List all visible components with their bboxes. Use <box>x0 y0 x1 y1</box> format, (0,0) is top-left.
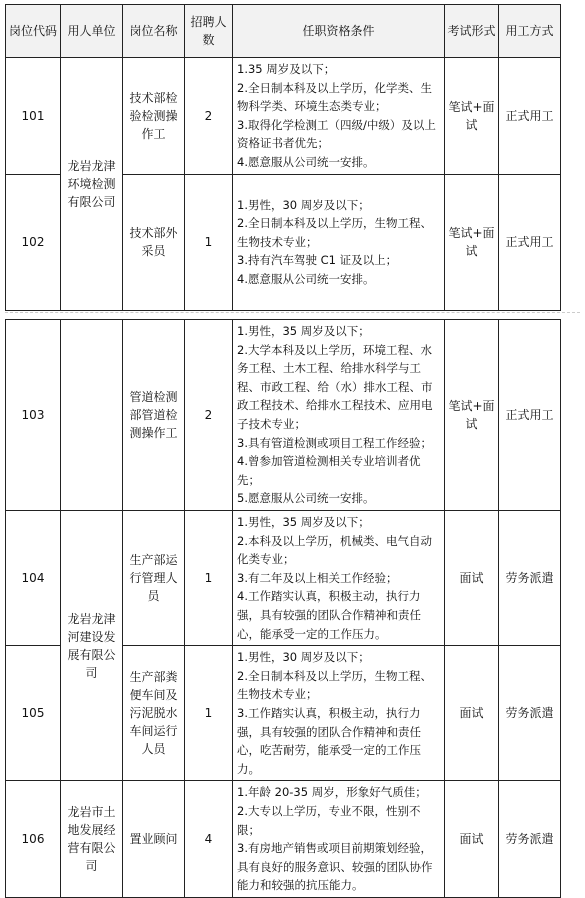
job-requirements <box>233 646 445 781</box>
jobs-table-section-2 <box>5 319 561 898</box>
requirement-item: 2.大专以上学历，专业不限，性别不限； <box>237 803 421 837</box>
requirement-item: 1.35 周岁及以下； <box>237 62 336 76</box>
job-count: 1 <box>185 511 233 646</box>
job-requirements <box>233 511 445 646</box>
requirement-item: 3.持有汽车驾驶 C1 证及以上； <box>237 253 398 268</box>
job-post: 置业顾问 <box>123 781 185 898</box>
job-post: 技术部外采员 <box>123 174 185 310</box>
header-count: 招聘人数 <box>185 5 233 58</box>
requirement-item: 2.全日制本科及以上学历，生物工程、生物技术专业； <box>237 216 432 249</box>
exam-form: 笔试+面试 <box>445 320 499 511</box>
exam-form: 笔试+面试 <box>445 174 499 310</box>
requirement-item: 1.男性，30 周岁及以下； <box>237 650 370 665</box>
requirement-item: 2.大学本科及以上学历，环境工程、水务工程、土木工程、给排水科学与工程、市政工程、给（水）排水工程、市政工程技术、给排水工程技术、应用电子技术专业； <box>237 342 433 431</box>
header-code: 岗位代码 <box>6 5 61 58</box>
employment-type: 正式用工 <box>499 320 561 511</box>
employer-unit-empty <box>61 320 123 511</box>
job-post: 技术部检验检测操作工 <box>123 58 185 175</box>
requirement-item: 3.取得化学检测工（四级/中级）及以上资格证书者优先； <box>237 117 436 151</box>
job-code: 102 <box>6 174 61 310</box>
header-requirements: 任职资格条件 <box>233 5 445 58</box>
requirement-item: 2.本科及以上学历，机械类、电气自动化类专业； <box>237 533 432 567</box>
requirement-item: 2.全日制本科及以上学历，生物工程、生物技术专业； <box>237 668 432 702</box>
requirement-item: 4.愿意服从公司统一安排。 <box>237 154 375 169</box>
requirement-item: 4.曾参加管道检测相关专业培训者优先； <box>237 454 421 487</box>
job-requirements <box>233 174 445 310</box>
exam-form: 笔试+面试 <box>445 58 499 175</box>
job-code: 101 <box>6 58 61 175</box>
job-code: 103 <box>6 320 61 511</box>
exam-form: 面试 <box>445 646 499 781</box>
header-table <box>5 4 561 58</box>
employment-type: 劳务派遣 <box>499 646 561 781</box>
requirement-item: 1.男性，35 周岁及以下； <box>237 515 370 529</box>
job-code: 104 <box>6 511 61 646</box>
job-count: 2 <box>185 58 233 175</box>
job-count: 4 <box>185 781 233 898</box>
job-requirements <box>233 58 445 175</box>
requirement-item: 4.愿意服从公司统一安排。 <box>237 271 375 286</box>
job-count: 1 <box>185 174 233 310</box>
employer-unit: 龙岩龙津河建设发展有限公司 <box>61 511 123 781</box>
employer-unit: 龙岩市土地发展经营有限公司 <box>61 781 123 898</box>
requirement-item: 2.全日制本科及以上学历，化学类、生物科学类、环境生态类专业； <box>237 80 432 114</box>
employer-unit: 龙岩龙津环境检测有限公司 <box>61 58 123 311</box>
job-post: 管道检测部管道检测操作工 <box>123 320 185 511</box>
jobs-table-section-1 <box>5 57 561 311</box>
header-exam: 考试形式 <box>445 5 499 58</box>
requirement-item: 3.有二年及以上相关工作经验； <box>237 570 398 585</box>
job-post: 生产部粪便车间及污泥脱水车间运行人员 <box>123 646 185 781</box>
requirement-item: 3.工作踏实认真，积极主动，执行力强，具有较强的团队合作精神和责任心，吃苦耐劳，能承受一定的工作压力。 <box>237 705 421 776</box>
requirement-item: 4.工作踏实认真，积极主动，执行力强，具有较强的团队合作精神和责任心，能承受一定的工作压力。 <box>237 589 421 641</box>
job-count: 1 <box>185 646 233 781</box>
employment-type: 正式用工 <box>499 174 561 310</box>
employment-type: 劳务派遣 <box>499 781 561 898</box>
header-row <box>6 5 561 58</box>
requirement-item: 1.男性，30 周岁及以下； <box>237 197 370 212</box>
page-break-divider <box>5 312 580 314</box>
table-row-103 <box>6 320 561 511</box>
requirement-item: 1.男性，35 周岁及以下； <box>237 324 370 339</box>
job-requirements <box>233 781 445 898</box>
header-employment: 用工方式 <box>499 5 561 58</box>
job-code: 105 <box>6 646 61 781</box>
requirement-item: 5.愿意服从公司统一安排。 <box>237 491 375 506</box>
header-unit: 用人单位 <box>61 5 123 58</box>
job-code: 106 <box>6 781 61 898</box>
exam-form: 面试 <box>445 511 499 646</box>
header-post: 岗位名称 <box>123 5 185 58</box>
requirement-item: 3.有房地产销售或项目前期策划经验，具有良好的服务意识、较强的团队协作能力和较强的抗压能力。 <box>237 841 433 893</box>
requirement-item: 1.年龄 20-35 周岁，形象好气质佳； <box>237 785 427 800</box>
table-row-101 <box>6 58 561 175</box>
job-count: 2 <box>185 320 233 511</box>
employment-type: 劳务派遣 <box>499 511 561 646</box>
table-row-106 <box>6 781 561 898</box>
requirement-item: 3.具有管道检测或项目工程工作经验； <box>237 435 432 450</box>
job-requirements <box>233 320 445 511</box>
exam-form: 面试 <box>445 781 499 898</box>
employment-type: 正式用工 <box>499 58 561 175</box>
table-row-104 <box>6 511 561 646</box>
job-post: 生产部运行管理人员 <box>123 511 185 646</box>
